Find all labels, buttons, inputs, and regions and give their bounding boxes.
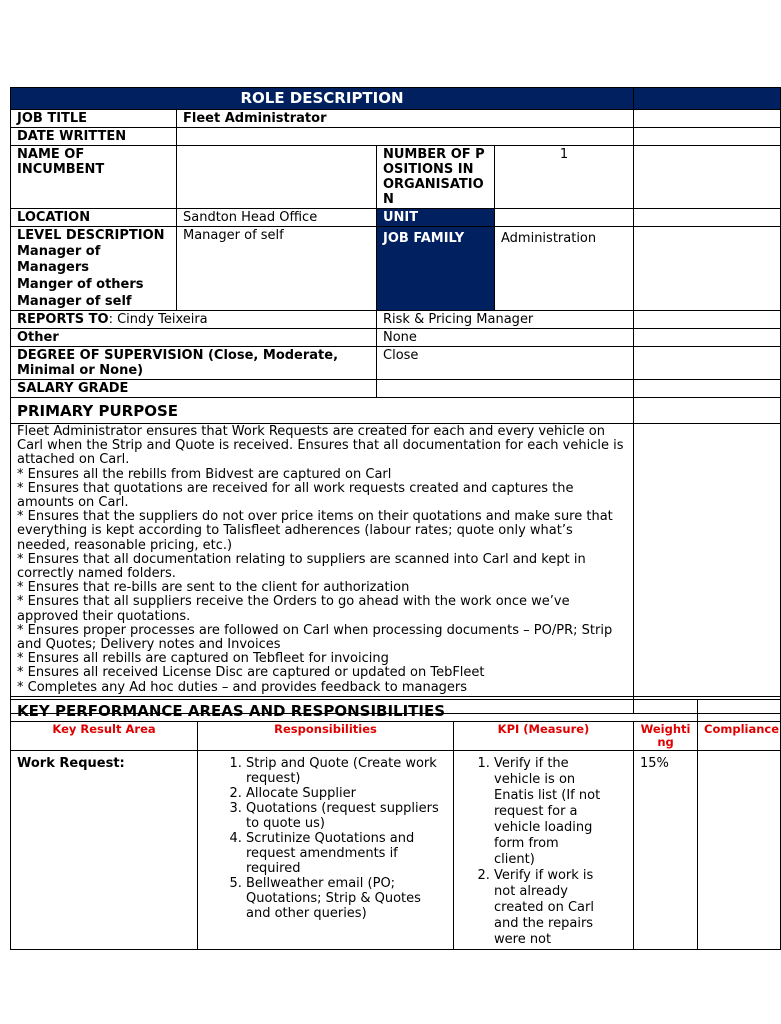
purpose-line: * Ensures that all documentation relating to suppliers are scanned into Carl and kept in correctly named folders. (17, 551, 586, 582)
salary-grade-value (377, 380, 634, 398)
purpose-line: * Ensures all received License Disc are captured or updated on TebFleet (17, 665, 485, 681)
job-title-value: Fleet Administrator (177, 110, 634, 128)
positions-label: NUMBER OF POSITIONS IN ORGANISATIO N (377, 146, 495, 209)
list-item: 3. Quotations (request suppliers to quote us) (246, 801, 443, 831)
unit-label: UNIT (377, 209, 495, 227)
salary-grade-label: SALARY GRADE (11, 380, 377, 398)
level-option-1: Manager of Managers (17, 244, 101, 275)
purpose-line: * Ensures all the rebills from Bidvest are captured on Carl (17, 466, 392, 482)
kpa-area: Work Request: (11, 751, 198, 950)
purpose-line: Fleet Administrator ensures that Work Requests are created for each and every vehicle on Carl when the Strip and Quote is received. Ensures that all documentation for each vehicle is attached on Carl. (17, 424, 624, 468)
primary-purpose-heading: PRIMARY PURPOSE (11, 398, 634, 424)
list-item: 1. Strip and Quote (Create work request) (246, 756, 443, 786)
supervision-label: DEGREE OF SUPERVISION (Close, Moderate, Minimal or None) (11, 347, 377, 380)
date-written-label: DATE WRITTEN (11, 128, 177, 146)
job-title-label: JOB TITLE (11, 110, 177, 128)
kpa-weighting: 15% (634, 751, 698, 950)
list-item: 5. Bellweather email (PO; Quotations; Strip & Quotes and other queries) (246, 876, 443, 921)
primary-purpose-body (11, 424, 634, 697)
col-key-result-area: Key Result Area (11, 722, 198, 751)
purpose-line: * Ensures that the suppliers do not over price items on their quotations and make sure that everything is kept according to Talisfleet adherences (labour rates; quote only what’s needed, reasonable pricing, etc.) (17, 509, 613, 553)
list-item: 4. Scrutinize Quotations and request amendments if required (246, 831, 443, 876)
level-option-2: Manger of others (17, 277, 144, 292)
incumbent-label: NAME OF INCUMBENT (11, 146, 177, 209)
list-item: 2. Allocate Supplier (246, 786, 443, 801)
location-label: LOCATION (11, 209, 177, 227)
other-label: Other (11, 329, 377, 347)
level-label: LEVEL DESCRIPTION (17, 228, 165, 243)
incumbent-value (177, 146, 377, 209)
col-compliance: Compliance (698, 722, 781, 751)
reports-to-label: REPORTS TO (17, 312, 109, 327)
level-value: Manager of self (177, 227, 377, 311)
kpa-responsibilities (198, 751, 454, 950)
other-value: None (377, 329, 634, 347)
job-family-value: Administration (495, 227, 634, 311)
job-family-label: JOB FAMILY (377, 227, 495, 311)
purpose-line: * Completes any Ad hoc duties – and provides feedback to managers (17, 679, 468, 695)
kpa-compliance (698, 751, 781, 950)
purpose-line: * Ensures all rebills are captured on Tebfleet for invoicing (17, 651, 389, 667)
list-item: 1. Verify if the vehicle is on Enatis list (If not request for a vehicle loading form from client) (494, 756, 603, 868)
purpose-line: * Ensures that all suppliers receive the Orders to go ahead with the work once we’ve approved their quotations. (17, 594, 570, 624)
kpa-heading: KEY PERFORMANCE AREAS AND RESPONSIBILITIES (11, 700, 698, 722)
role-description-table (10, 87, 781, 714)
header-empty-cell (634, 88, 781, 110)
purpose-line: * Ensures that quotations are received for all work requests created and captures the amounts on Carl. (17, 480, 574, 511)
positions-value: 1 (495, 146, 634, 209)
date-written-value (177, 128, 634, 146)
reports-to-cell (11, 311, 377, 329)
col-weighting: Weighting (634, 722, 698, 751)
list-item: 2. Verify if work is not already created on Carl and the repairs were not (494, 868, 603, 948)
reports-to-value: : Cindy Teixeira (108, 312, 208, 327)
supervision-value: Close (377, 347, 634, 380)
level-option-3: Manager of self (17, 294, 132, 309)
role-description-title: ROLE DESCRIPTION (11, 88, 634, 110)
purpose-line: * Ensures proper processes are followed on Carl when processing documents – PO/PR; Strip and Quotes; Delivery notes and Invoices (17, 622, 613, 653)
kpa-table (10, 699, 781, 950)
location-value: Sandton Head Office (177, 209, 377, 227)
table-row (11, 751, 781, 950)
col-responsibilities: Responsibilities (198, 722, 454, 751)
reports-to-role: Risk & Pricing Manager (377, 311, 634, 329)
col-kpi: KPI (Measure) (454, 722, 634, 751)
level-description-cell (11, 227, 177, 311)
kpa-kpis (454, 751, 634, 950)
unit-value (495, 209, 634, 227)
purpose-line: * Ensures that re-bills are sent to the client for authorization (17, 580, 410, 596)
